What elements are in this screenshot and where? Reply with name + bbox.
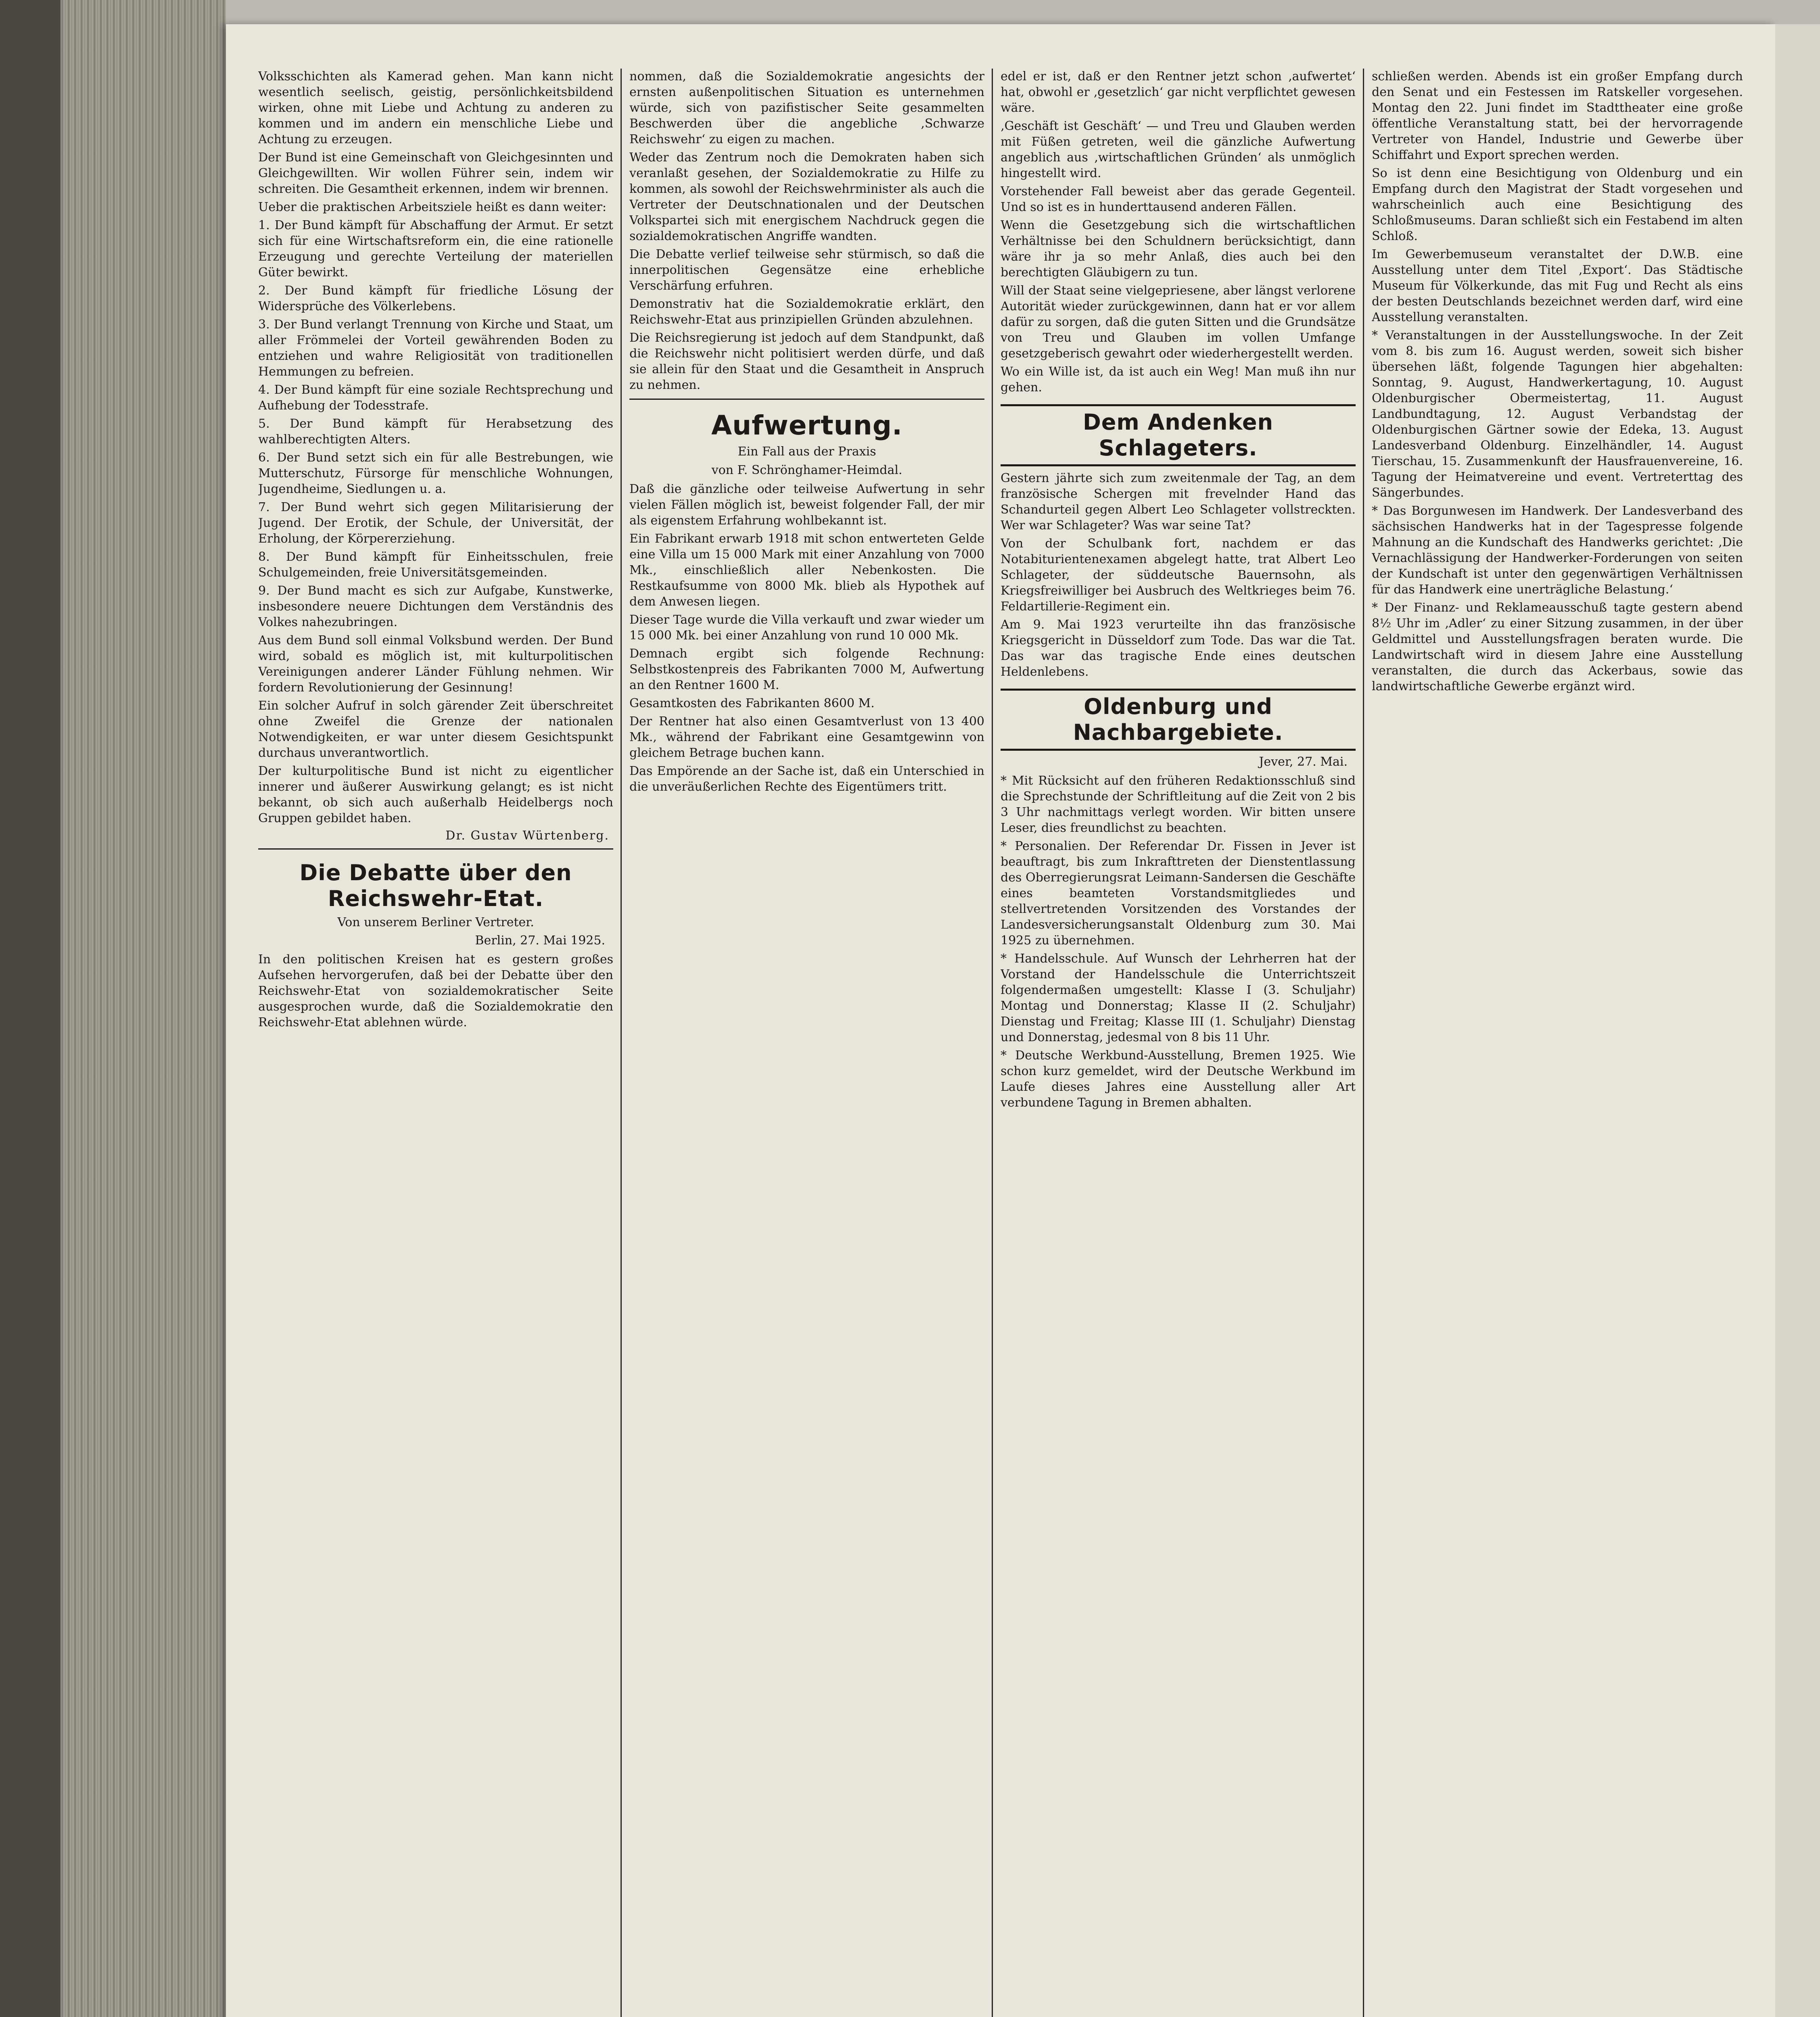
column-rule	[1363, 69, 1364, 2017]
paragraph: Dieser Tage wurde die Villa verkauft und zwar wieder um 15 000 Mk. bei einer Anzahlung von rund 10 000 Mk.	[629, 613, 984, 643]
paragraph: Will der Staat seine vielgepriesene, aber längst verlorene Autorität wieder zurückgewinnen, dann hat er vor allem dafür zu sorgen, daß die guten Sitten und die Grundsätze von Treu und Glauben im vollen Umfange gesetzgeberisch gewahrt oder wiederhergestellt werden.	[1001, 284, 1356, 361]
paragraph: Demnach ergibt sich folgende Rechnung: Selbstkostenpreis des Fabrikanten 7000 M, Aufwertung an den Rentner 1600 M.	[629, 647, 984, 692]
column-1	[258, 69, 613, 2017]
paragraph: Gesamtkosten des Fabrikanten 8600 M.	[629, 696, 875, 710]
divider	[629, 399, 984, 400]
dateline: Berlin, 27. Mai 1925.	[475, 933, 605, 948]
paragraph: Der Bund ist eine Gemeinschaft von Gleichgesinnten und Gleichgewillten. Wir wollen Führer sein, indem wir schreiten. Die Gesamtheit erkennen, indem wir brennen.	[258, 150, 613, 196]
paragraph: Weder das Zentrum noch die Demokraten haben sich veranlaßt gesehen, der Sozialdemokratie zu Hilfe zu kommen, als sowohl der Reichswehrminister als auch die Vertreter der Deutschnationalen und der Deutschen Volkspartei sich mit energischem Nachdruck gegen die sozialdemokratischen Angriffe wandten.	[629, 150, 984, 243]
paragraph: * Handelsschule. Auf Wunsch der Lehrherren hat der Vorstand der Handelsschule die Unterrichtszeit folgendermaßen umgestellt: Klasse I (3. Schuljahr) Montag und Donnerstag; Klasse II (2. Schuljahr) Dienstag und Freitag; Klasse III (1. Schuljahr) Dienstag und Donnerstag, jedesmal von 8 bis 11 Uhr.	[1001, 952, 1356, 1044]
paragraph: Der kulturpolitische Bund ist nicht zu eigentlicher innerer und äußerer Auswirkung gelangt; es ist nicht bekannt, ob sich auch außerhalb Heidelbergs noch Gruppen gebildet haben.	[258, 764, 613, 825]
headline-oldenburg: Oldenburg und Nachbargebiete.	[1001, 689, 1356, 751]
column-3	[1001, 69, 1356, 2017]
paragraph: 9. Der Bund macht es sich zur Aufgabe, Kunstwerke, insbesondere neuere Dichtungen dem Verständnis des Volkes nahezubringen.	[258, 584, 613, 629]
paragraph: Am 9. Mai 1923 verurteilte ihn das französische Kriegsgericht in Düsseldorf zum Tode. Das war die Tat. Das war das tragische Ende eines deutschen Heldenlebens.	[1001, 618, 1356, 679]
paragraph: 5. Der Bund kämpft für Herabsetzung des wahlberechtigten Alters.	[258, 417, 613, 447]
headline-aufwertung: Aufwertung.	[711, 410, 903, 441]
paragraph: Volksschichten als Kamerad gehen. Man kann nicht wesentlich seelisch, geistig, persönlichkeitsbildend wirken, ohne mit Liebe und Achtung zu anderen zu kommen und im andern ein menschliche Liebe und Achtung zu erzeugen.	[258, 69, 613, 146]
paragraph: nommen, daß die Sozialdemokratie angesichts der ernsten außenpolitischen Situation es unternehmen würde, sich von pazifistischer Seite gesammelten Beschwerden über die angebliche ‚Schwarze Reichswehr‘ zu eigen zu machen.	[629, 69, 984, 146]
paragraph: Der Rentner hat also einen Gesamtverlust von 13 400 Mk., während der Fabrikant eine Gesamtgewinn von gleichem Betrage buchen kann.	[629, 714, 984, 760]
paragraph: Im Gewerbemuseum veranstaltet der D.W.B. eine Ausstellung unter dem Titel ‚Export‘. Das Städtische Museum für Völkerkunde, das mit Fug und Recht als eins der besten Deutschlands bezeichnet werden darf, wird eine Ausstellung veranstalten.	[1372, 247, 1743, 324]
headline-schlageter: Dem Andenken Schlageters.	[1001, 404, 1356, 466]
paragraph: Wenn die Gesetzgebung sich die wirtschaftlichen Verhältnisse bei den Schuldnern berücksichtigt, dann wäre ihr ja so mehr Anlaß, dies auch bei den berechtigten Gläubigern zu tun.	[1001, 218, 1356, 280]
paragraph: Ein solcher Aufruf in solch gärender Zeit überschreitet ohne Zweifel die Grenze der nationalen Notwendigkeiten, er war unter diesem Gesichtspunkt durchaus unverantwortlich.	[258, 699, 613, 760]
paragraph: 3. Der Bund verlangt Trennung von Kirche und Staat, um aller Frömmelei der Vorteil gewährenden Boden zu entziehen und wahre Religiosität von traditionellen Hemmungen zu befreien.	[258, 317, 613, 379]
paragraph: * Deutsche Werkbund-Ausstellung, Bremen 1925. Wie schon kurz gemeldet, wird der Deutsche Werkbund im Laufe dieses Jahres eine Ausstellung aller Art verbundene Tagung in Bremen abhalten.	[1001, 1048, 1356, 1110]
paragraph: Von der Schulbank fort, nachdem er das Notabiturientenexamen abgelegt hatte, trat Albert Leo Schlageter, der süddeutsche Bauernsohn, als Kriegsfreiwilliger bei Ausbruch des Weltkrieges beim 76. Feldartillerie-Regiment ein.	[1001, 537, 1356, 614]
paragraph: * Mit Rücksicht auf den früheren Redaktionsschluß sind die Sprechstunde der Schriftleitung auf die Zeit von 2 bis 3 Uhr nachmittags verlegt worden. Wir bitten unsere Leser, dies freundlichst zu beachten.	[1001, 774, 1356, 835]
paragraph: edel er ist, daß er den Rentner jetzt schon ‚aufwertet‘ hat, obwohl er ‚gesetzlich‘ gar nicht verpflichtet gewesen wäre.	[1001, 69, 1356, 115]
paragraph: 4. Der Bund kämpft für eine soziale Rechtsprechung und Aufhebung der Todesstrafe.	[258, 383, 613, 413]
paragraph: 7. Der Bund wehrt sich gegen Militarisierung der Jugend. Der Erotik, der Schule, der Universität, der Erholung, der Körpererziehung.	[258, 500, 613, 546]
byline: von F. Schrönghamer-Heimdal.	[711, 463, 903, 477]
page-right-edge	[1775, 24, 1820, 2017]
subline: Von unserem Berliner Vertreter.	[337, 915, 534, 929]
column-rule	[621, 69, 622, 2017]
paragraph: So ist denn eine Besichtigung von Oldenburg und ein Empfang durch den Magistrat der Stadt vorgesehen und wahrscheinlich auch eine Besichtigung des Schloßmuseums. Daran schließt sich ein Festabend im alten Schloß.	[1372, 166, 1743, 243]
paragraph: Demonstrativ hat die Sozialdemokratie erklärt, den Reichswehr-Etat aus prinzipiellen Gründen abzulehnen.	[629, 297, 984, 327]
paragraph: ‚Geschäft ist Geschäft‘ — und Treu und Glauben werden mit Füßen getreten, weil die gänzliche Aufwertung angeblich aus ‚wirtschaftlichen Gründen‘ als unmöglich hingestellt wird.	[1001, 119, 1356, 180]
paragraph: Aus dem Bund soll einmal Volksbund werden. Der Bund wird, sobald es möglich ist, mit kulturpolitischen Vereinigungen anderer Länder Fühlung nehmen. Wir fordern Revolutionierung der Gesinnung!	[258, 633, 613, 695]
book-spine-shadow	[0, 0, 61, 2017]
paragraph: 8. Der Bund kämpft für Einheitsschulen, freie Schulgemeinden, freie Universitätsgemeinden.	[258, 550, 613, 580]
paragraph: Ein Fabrikant erwarb 1918 mit schon entwerteten Gelde eine Villa um 15 000 Mark mit einer Anzahlung von 7000 Mk., einschließlich aller Nebenkosten. Die Restkaufsumme von 8000 Mk. blieb als Hypothek auf dem Anwesen liegen.	[629, 532, 984, 609]
paragraph: Gestern jährte sich zum zweitenmale der Tag, an dem französische Schergen mit frevelnder Hand das Schandurteil gegen Albert Leo Schlageter vollstreckten. Wer war Schlageter? Was war seine Tat?	[1001, 471, 1356, 532]
paragraph: 2. Der Bund kämpft für friedliche Lösung der Widersprüche des Völkerlebens.	[258, 284, 613, 313]
paragraph: * Das Borgunwesen im Handwerk. Der Landesverband des sächsischen Handwerks hat in der Tagespresse folgende Mahnung an die Kundschaft des Handwerks gerichtet: ‚Die Vernachlässigung der Handwerker-Forderungen von seiten der Kundschaft ist unter den gegenwärtigen Verhältnissen für das Handwerk eine unerträgliche Belastung.‘	[1372, 504, 1743, 597]
paragraph: Das Empörende an der Sache ist, daß ein Unterschied in die unveräußerlichen Rechte des Eigentümers tritt.	[629, 764, 984, 794]
paragraph: Vorstehender Fall beweist aber das gerade Gegenteil. Und so ist es in hunderttausend anderen Fällen.	[1001, 184, 1356, 214]
divider	[258, 848, 613, 850]
paragraph: In den politischen Kreisen hat es gestern großes Aufsehen hervorgerufen, daß bei der Debatte über den Reichswehr-Etat von sozialdemokratischer Seite ausgesprochen wurde, daß die Sozialdemokratie den Reichswehr-Etat ablehnen würde.	[258, 952, 613, 1029]
paragraph: Ueber die praktischen Arbeitsziele heißt es dann weiter:	[258, 200, 606, 214]
paragraph: Wo ein Wille ist, da ist auch ein Weg! Man muß ihn nur gehen.	[1001, 365, 1356, 395]
paragraph: * Veranstaltungen in der Ausstellungswoche. In der Zeit vom 8. bis zum 16. August werden, soweit sich bisher übersehen läßt, folgende Tagungen hier abgehalten: Sonntag, 9. August, Handwerkertagung, 10. August Oldenburgischer Obermeistertag, 11. August Landbundtagung, 12. August Verbandstag der Oldenburgischen Gärtner sowie der Edeka, 13. August Landesverband Oldenburg. Einzelhändler, 14. August Tierschau, 15. Zusammenkunft der Hausfrauenvereine, 16. Tagung der Heimatvereine und event. Vertreterttag des Sängerbundes.	[1372, 328, 1743, 500]
dateline: Jever, 27. Mai.	[1259, 755, 1348, 769]
subline: Ein Fall aus der Praxis	[738, 445, 876, 459]
author-signature: Dr. Gustav Würtenberg.	[445, 829, 609, 843]
paragraph: Die Reichsregierung ist jedoch auf dem Standpunkt, daß die Reichswehr nicht politisiert werden dürfe, und daß sie allein für den Staat und die Gesamtheit in Anspruch zu nehmen.	[629, 331, 984, 392]
paragraph: * Personalien. Der Referendar Dr. Fissen in Jever ist beauftragt, bis zum Inkrafttreten der Dienstentlassung des Oberregierungsrat Leimann-Sandersen die Geschäfte eines beamteten Vorstandsmitgliedes und stellvertretenden Vorsitzenden des Vorstandes der Landesversicherungsanstalt Oldenburg zum 30. Mai 1925 zu übernehmen.	[1001, 839, 1356, 948]
column-2	[629, 69, 984, 2017]
column-4	[1372, 69, 1743, 2017]
paragraph: * Der Finanz- und Reklameausschuß tagte gestern abend 8½ Uhr im ‚Adler‘ zu einer Sitzung zusammen, in der über Geldmittel und Ausstellungsfragen beraten wurde. Die Landwirtschaft wird in diesem Jahre eine Ausstellung veranstalten, die durch das Ackerbaus, sowie das landwirtschaftliche Gewerbe ergänzt wird.	[1372, 601, 1743, 693]
paragraph: 6. Der Bund setzt sich ein für alle Bestrebungen, wie Mutterschutz, Fürsorge für menschliche Wohnungen, Jugendheime, Siedlungen u. a.	[258, 451, 613, 496]
paragraph: Daß die gänzliche oder teilweise Aufwertung in sehr vielen Fällen möglich ist, beweist folgender Fall, der mir als eigenstem Erfahrung wohlbekannt ist.	[629, 482, 984, 528]
paragraph: 1. Der Bund kämpft für Abschaffung der Armut. Er setzt sich für eine Wirtschaftsreform ein, die eine rationelle Erzeugung und gerechte Verteilung der materiellen Güter bewirkt.	[258, 218, 613, 280]
paragraph: Die Debatte verlief teilweise sehr stürmisch, so daß die innerpolitischen Gegensätze eine erhebliche Verschärfung erfuhren.	[629, 247, 984, 293]
paragraph: schließen werden. Abends ist ein großer Empfang durch den Senat und ein Festessen im Ratskeller vorgesehen. Montag den 22. Juni findet im Stadttheater eine große öffentliche Veranstaltung statt, bei der hervorragende Vertreter von Handel, Industrie und Gewerbe über Schiffahrt und Export sprechen werden.	[1372, 69, 1743, 162]
headline-reichswehr-etat: Die Debatte über den Reichswehr-Etat.	[299, 860, 572, 911]
column-rule	[992, 69, 993, 2017]
